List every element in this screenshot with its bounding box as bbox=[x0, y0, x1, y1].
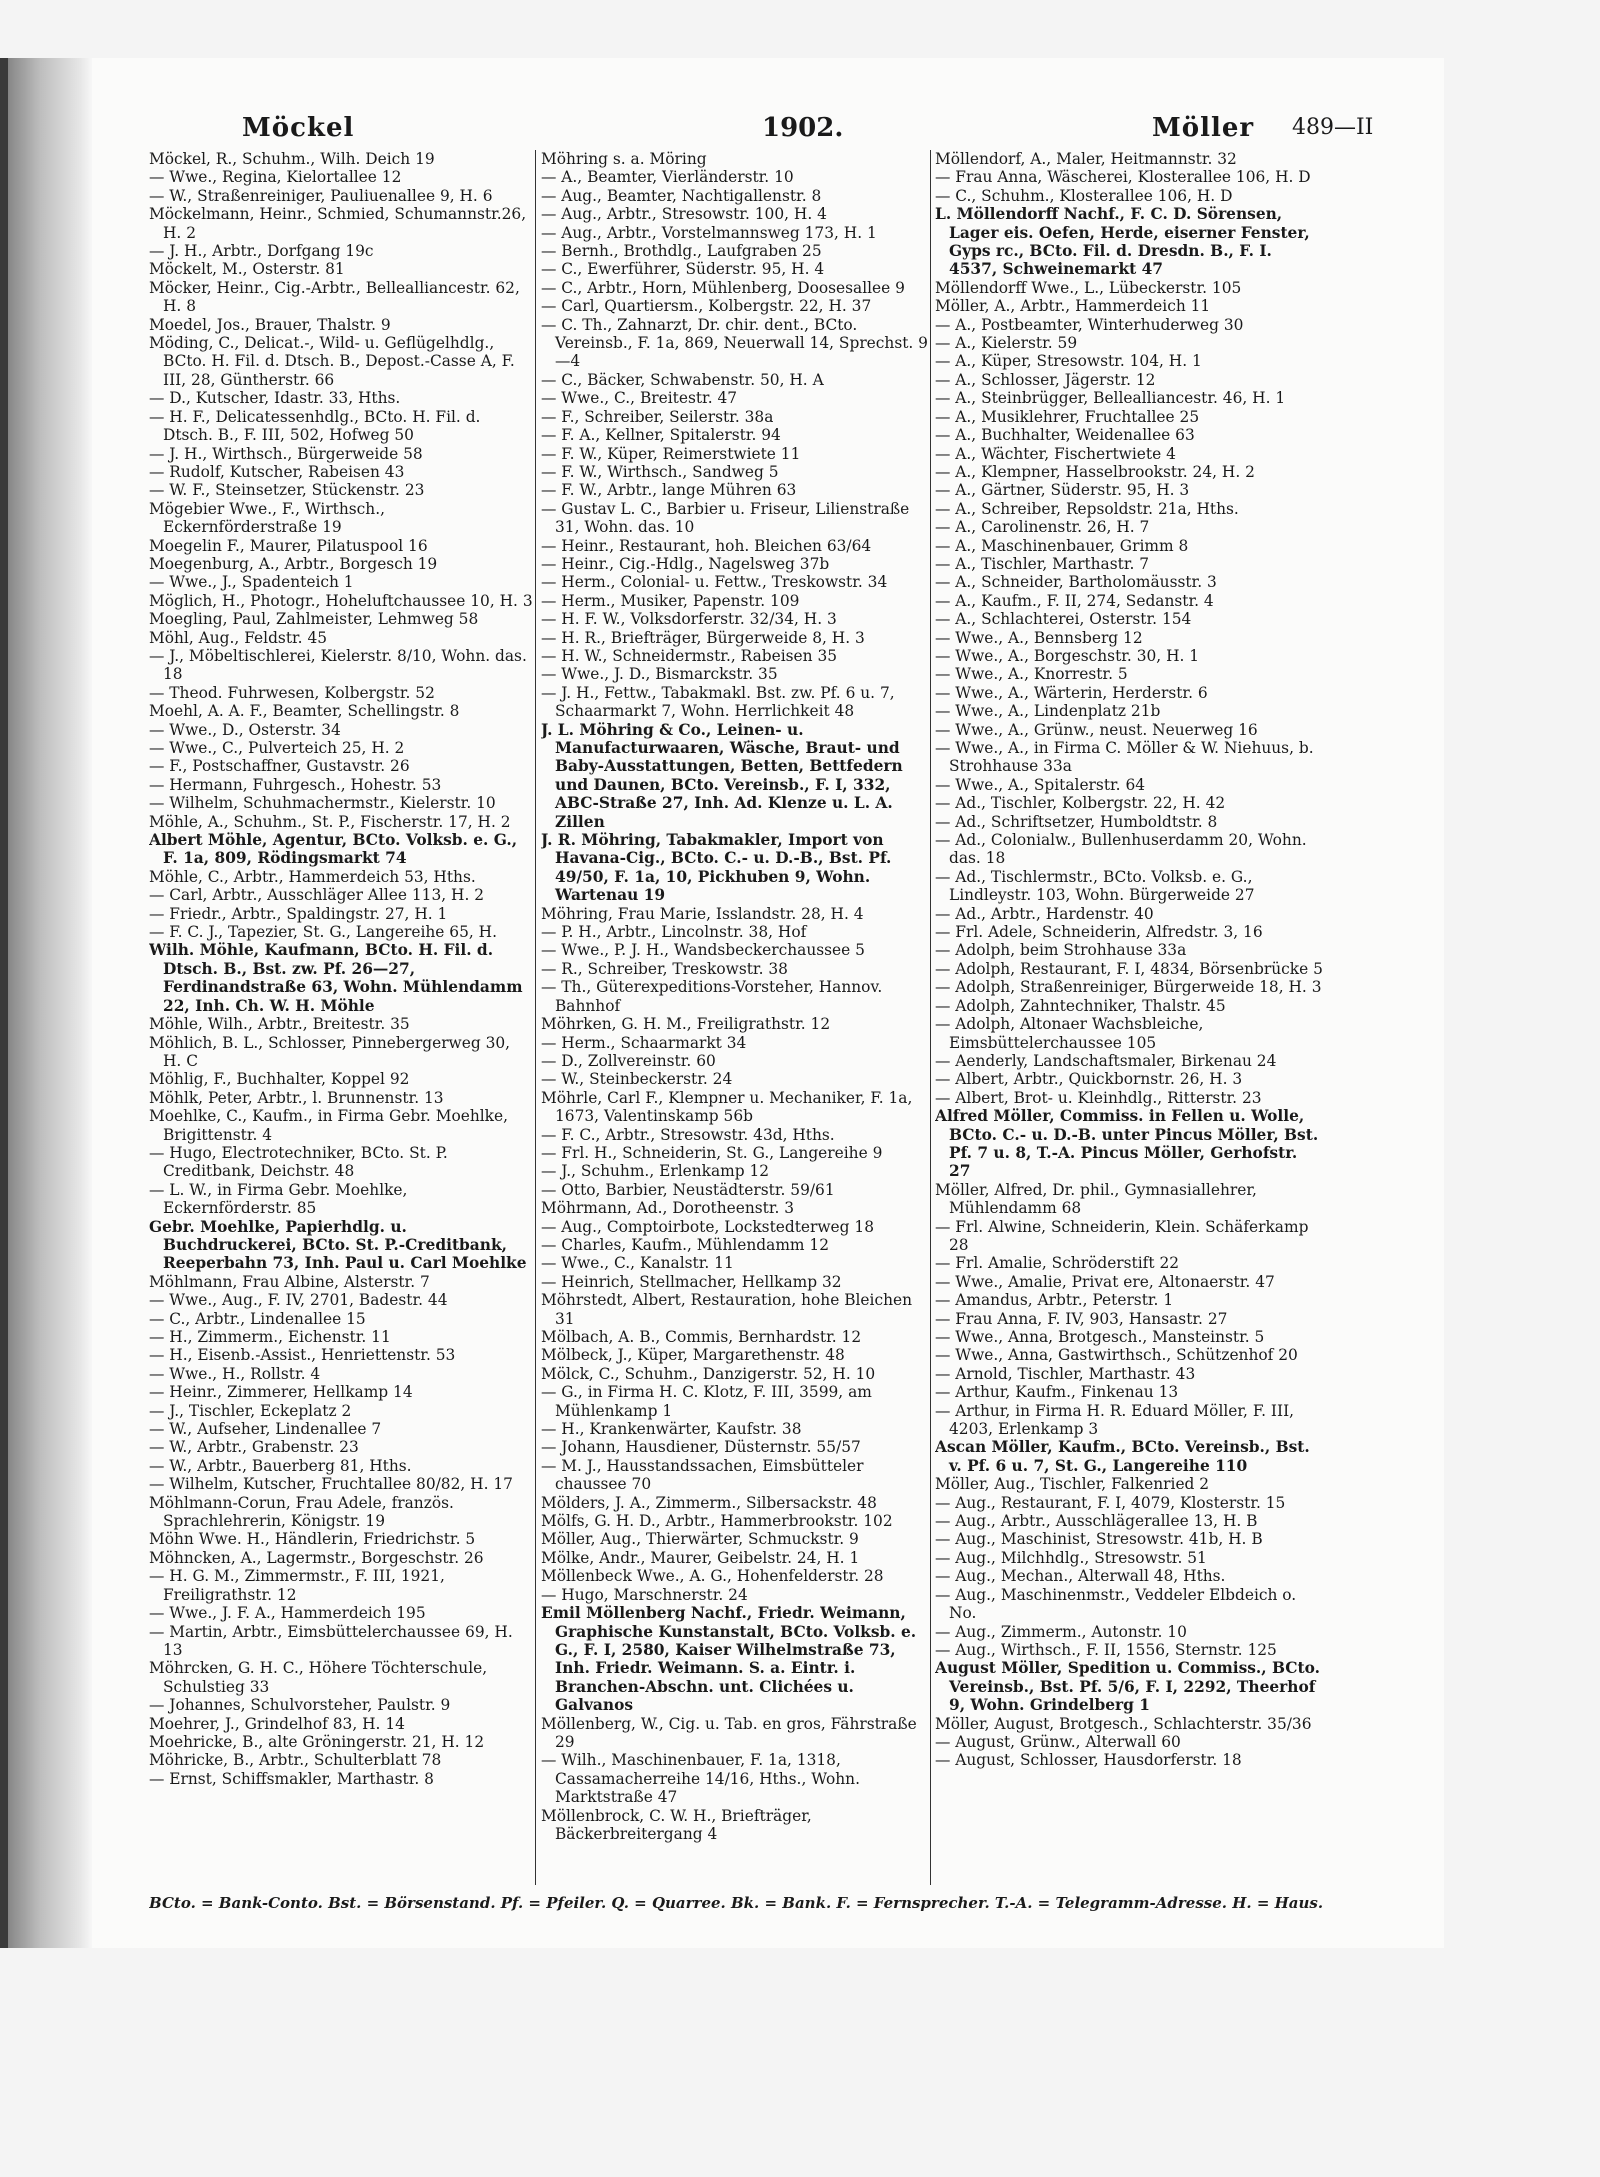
directory-entry: — Wwe., A., Knorrestr. 5 bbox=[935, 665, 1128, 684]
directory-entry: — H. G. M., Zimmermstr., F. III, 1921, Freiligrathstr. 12 bbox=[149, 1567, 445, 1604]
directory-entry: — Wwe., D., Osterstr. 34 bbox=[149, 720, 341, 739]
directory-entry: Ascan Möller, Kaufm., BCto. Vereinsb., Bst. v. Pf. 6 u. 7, St. G., Langereihe 110 bbox=[935, 1438, 1310, 1475]
directory-entry: — Ernst, Schiffsmakler, Marthastr. 8 bbox=[149, 1769, 434, 1788]
directory-entry: — A., Buchhalter, Weidenallee 63 bbox=[935, 426, 1195, 445]
directory-entry: Möcker, Heinr., Cig.-Arbtr., Bellealliancestr. 62, H. 8 bbox=[149, 278, 520, 316]
directory-entry: — Aug., Arbtr., Ausschlägerallee 13, H. B bbox=[935, 1512, 1258, 1531]
directory-entry: — F. W., Wirthsch., Sandweg 5 bbox=[541, 462, 779, 481]
directory-entry: — Aug., Milchhdlg., Stresowstr. 51 bbox=[935, 1548, 1207, 1567]
directory-entry: Moehrer, J., Grindelhof 83, H. 14 bbox=[149, 1714, 405, 1733]
directory-entry: — A., Postbeamter, Winterhuderweg 30 bbox=[935, 315, 1244, 334]
directory-entry: — Wwe., H., Rollstr. 4 bbox=[149, 1364, 321, 1383]
directory-entry: — W., Arbtr., Grabenstr. 23 bbox=[149, 1438, 359, 1457]
directory-entry: — Wwe., A., in Firma C. Möller & W. Niehuus, b. Strohhause 33a bbox=[935, 739, 1314, 776]
directory-entry: — C., Arbtr., Lindenallee 15 bbox=[149, 1309, 366, 1328]
column-divider bbox=[930, 150, 931, 1885]
directory-entry: — C., Schuhm., Klosterallee 106, H. D bbox=[935, 186, 1233, 205]
directory-entry: — A., Musiklehrer, Fruchtallee 25 bbox=[935, 407, 1200, 426]
directory-entry: Möhlmann-Corun, Frau Adele, französ. Sprachlehrerin, Königstr. 19 bbox=[149, 1493, 454, 1531]
directory-entry: — F. C., Arbtr., Stresowstr. 43d, Hths. bbox=[541, 1125, 835, 1144]
directory-entry: Möhrcken, G. H. C., Höhere Töchterschule, Schulstieg 33 bbox=[149, 1659, 488, 1696]
directory-entry: — Wwe., A., Borgeschstr. 30, H. 1 bbox=[935, 646, 1200, 665]
directory-entry: — Adolph, Altonaer Wachsbleiche, Eimsbüttelerchaussee 105 bbox=[935, 1015, 1204, 1052]
directory-entry: Emil Möllenberg Nachf., Friedr. Weimann, Graphische Kunstanstalt, BCto. Volksb. e. G., F. I, 2580, Kaiser Wilhelmstraße 73, Inh. Friedr. Weimann. S. a. Eintr. i. Branchen-Abschn. unt. Clichées u. Galvanos bbox=[541, 1604, 917, 1715]
directory-entry: — Johannes, Schulvorsteher, Paulstr. 9 bbox=[149, 1696, 451, 1715]
directory-entry: — Wwe., Anna, Gastwirthsch., Schützenhof 20 bbox=[935, 1346, 1298, 1365]
directory-entry: — Wwe., C., Kanalstr. 11 bbox=[541, 1254, 734, 1273]
directory-entry: — Adolph, beim Strohhause 33a bbox=[935, 941, 1187, 960]
directory-entry: — Wwe., A., Wärterin, Herderstr. 6 bbox=[935, 683, 1208, 702]
directory-entry: — Wwe., Aug., F. IV, 2701, Badestr. 44 bbox=[149, 1291, 448, 1310]
directory-entry: — A., Schneider, Bartholomäusstr. 3 bbox=[935, 573, 1217, 592]
directory-entry: — Ad., Tischler, Kolbergstr. 22, H. 42 bbox=[935, 794, 1226, 813]
directory-entry: Mögebier Wwe., F., Wirthsch., Eckernförderstraße 19 bbox=[149, 499, 385, 537]
directory-entry: — A., Schreiber, Repsoldstr. 21a, Hths. bbox=[935, 499, 1239, 518]
directory-entry: — F. W., Arbtr., lange Mühren 63 bbox=[541, 481, 797, 500]
directory-entry: — A., Küper, Stresowstr. 104, H. 1 bbox=[935, 352, 1202, 371]
directory-entry: — Aug., Arbtr., Vorstelmannsweg 173, H. 1 bbox=[541, 223, 877, 242]
directory-entry: — Adolph, Restaurant, F. I, 4834, Börsenbrücke 5 bbox=[935, 959, 1323, 978]
column-1 bbox=[149, 150, 533, 1885]
directory-entry: — Aug., Mechan., Alterwall 48, Hths. bbox=[935, 1567, 1226, 1586]
directory-entry: Möhlich, B. L., Schlosser, Pinnebergerweg 30, H. C bbox=[149, 1033, 511, 1070]
directory-entry: — Heinr., Restaurant, hoh. Bleichen 63/64 bbox=[541, 536, 872, 555]
directory-entry: Moegelin F., Maurer, Pilatuspool 16 bbox=[149, 536, 428, 555]
directory-entry: — Frau Anna, Wäscherei, Klosterallee 106, H. D bbox=[935, 168, 1311, 187]
directory-entry: Moehricke, B., alte Gröningerstr. 21, H. 12 bbox=[149, 1732, 485, 1751]
directory-entry: Moehlke, C., Kaufm., in Firma Gebr. Moehlke, Brigittenstr. 4 bbox=[149, 1107, 508, 1144]
directory-entry: — F., Schreiber, Seilerstr. 38a bbox=[541, 407, 774, 426]
directory-entry: Möhncken, A., Lagermstr., Borgeschstr. 26 bbox=[149, 1548, 484, 1567]
directory-entry: — Herm., Musiker, Papenstr. 109 bbox=[541, 591, 800, 610]
directory-entry: Möckel, R., Schuhm., Wilh. Deich 19 bbox=[149, 150, 435, 168]
directory-entry: Möllenbeck Wwe., A. G., Hohenfelderstr. 28 bbox=[541, 1567, 884, 1586]
scan-binding-edge bbox=[0, 58, 92, 1948]
directory-entry: — Charles, Kaufm., Mühlendamm 12 bbox=[541, 1235, 829, 1254]
directory-entry: Moedel, Jos., Brauer, Thalstr. 9 bbox=[149, 315, 391, 334]
directory-entry: Gebr. Moehlke, Papierhdlg. u. Buchdruckerei, BCto. St. P.-Creditbank, Reeperbahn 73, Inh. Paul u. Carl Moehlke bbox=[149, 1217, 527, 1273]
directory-entry: — Wwe., A., Lindenplatz 21b bbox=[935, 702, 1161, 721]
directory-entry: — Ad., Schriftsetzer, Humboldtstr. 8 bbox=[935, 812, 1218, 831]
directory-entry: — Carl, Quartiersm., Kolbergstr. 22, H. 37 bbox=[541, 297, 872, 316]
directory-entry: — F. C. J., Tapezier, St. G., Langereihe 65, H. bbox=[149, 923, 497, 942]
directory-entry: Möhlmann, Frau Albine, Alsterstr. 7 bbox=[149, 1272, 430, 1291]
directory-entry: — Friedr., Arbtr., Spaldingstr. 27, H. 1 bbox=[149, 904, 448, 923]
directory-entry: — Aug., Beamter, Nachtigallenstr. 8 bbox=[541, 186, 822, 205]
directory-entry: Möller, Aug., Thierwärter, Schmuckstr. 9 bbox=[541, 1530, 859, 1549]
directory-entry: — Rudolf, Kutscher, Rabeisen 43 bbox=[149, 462, 405, 481]
directory-entry: — J. H., Arbtr., Dorfgang 19c bbox=[149, 242, 374, 261]
directory-entry: — August, Schlosser, Hausdorferstr. 18 bbox=[935, 1751, 1242, 1770]
directory-entry: — Wwe., A., Grünw., neust. Neuerweg 16 bbox=[935, 720, 1258, 739]
directory-entry: Möller, A., Arbtr., Hammerdeich 11 bbox=[935, 297, 1211, 316]
directory-entry: Möhricke, B., Arbtr., Schulterblatt 78 bbox=[149, 1751, 442, 1770]
directory-entry: Möhrle, Carl F., Klempner u. Mechaniker, F. 1a, 1673, Valentinskamp 56b bbox=[541, 1088, 913, 1126]
directory-entry: — A., Beamter, Vierländerstr. 10 bbox=[541, 168, 794, 187]
directory-entry: — Aug., Wirthsch., F. II, 1556, Sternstr. 125 bbox=[935, 1640, 1277, 1659]
directory-entry: — Martin, Arbtr., Eimsbüttelerchaussee 69, H. 13 bbox=[149, 1622, 513, 1659]
directory-entry: — H., Zimmerm., Eichenstr. 11 bbox=[149, 1328, 391, 1346]
directory-entry: Möckelt, M., Osterstr. 81 bbox=[149, 260, 345, 279]
directory-entry: — Wwe., J. F. A., Hammerdeich 195 bbox=[149, 1604, 426, 1623]
directory-entry: — C., Bäcker, Schwabenstr. 50, H. A bbox=[541, 370, 824, 389]
directory-entry: — A., Gärtner, Süderstr. 95, H. 3 bbox=[935, 481, 1190, 500]
directory-entry: — Frl. Amalie, Schröderstift 22 bbox=[935, 1254, 1180, 1273]
directory-entry: — Amandus, Arbtr., Peterstr. 1 bbox=[935, 1291, 1174, 1310]
directory-entry: — A., Carolinenstr. 26, H. 7 bbox=[935, 518, 1150, 537]
directory-entry: — Carl, Arbtr., Ausschläger Allee 113, H. 2 bbox=[149, 886, 485, 905]
directory-entry: Möllendorff Wwe., L., Lübeckerstr. 105 bbox=[935, 278, 1242, 297]
directory-entry: — Wwe., C., Pulverteich 25, H. 2 bbox=[149, 739, 405, 757]
directory-entry: — Wilhelm, Schuhmachermstr., Kielerstr. 10 bbox=[149, 794, 496, 813]
directory-entry: — L. W., in Firma Gebr. Moehlke, Eckernförderstr. 85 bbox=[149, 1180, 408, 1218]
directory-entry: — Wilh., Maschinenbauer, F. 1a, 1318, Cassamacherreihe 14/16, Hths., Wohn. Marktstraße 47 bbox=[541, 1751, 860, 1807]
directory-entry: — A., Kaufm., F. II, 274, Sedanstr. 4 bbox=[935, 591, 1214, 610]
directory-entry: — Aug., Comptoirbote, Lockstedterweg 18 bbox=[541, 1217, 874, 1236]
directory-entry: — A., Maschinenbauer, Grimm 8 bbox=[935, 536, 1189, 555]
directory-entry: — Frl. Adele, Schneiderin, Alfredstr. 3, 16 bbox=[935, 923, 1263, 942]
directory-entry: — Albert, Brot- u. Kleinhdlg., Ritterstr. 23 bbox=[935, 1088, 1262, 1107]
directory-entry: — C. Th., Zahnarzt, Dr. chir. dent., BCto. Vereinsb., F. 1a, 869, Neuerwall 14, Sprechst. 9—4 bbox=[541, 315, 928, 371]
directory-columns bbox=[149, 150, 1389, 1885]
directory-entry: — Herm., Colonial- u. Fettw., Treskowstr. 34 bbox=[541, 573, 888, 592]
directory-entry: Möding, C., Delicat.-, Wild- u. Geflügelhdlg., BCto. H. Fil. d. Dtsch. B., Depost.-Casse A, F. III, 28, Güntherstr. 66 bbox=[149, 334, 515, 389]
directory-entry: — G., in Firma H. C. Klotz, F. III, 3599, am Mühlenkamp 1 bbox=[541, 1383, 872, 1420]
directory-entry: — W., Arbtr., Bauerberg 81, Hths. bbox=[149, 1456, 412, 1475]
directory-entry: — Wwe., A., Spitalerstr. 64 bbox=[935, 775, 1146, 794]
directory-entry: Mölke, Andr., Maurer, Geibelstr. 24, H. 1 bbox=[541, 1548, 860, 1567]
directory-entry: — Wwe., J., Spadenteich 1 bbox=[149, 573, 354, 592]
directory-entry: — Arnold, Tischler, Marthastr. 43 bbox=[935, 1364, 1196, 1383]
directory-entry: Möhl, Aug., Feldstr. 45 bbox=[149, 628, 328, 647]
page-number: 489—II bbox=[1292, 115, 1374, 140]
directory-entry: Möller, Aug., Tischler, Falkenried 2 bbox=[935, 1475, 1210, 1494]
directory-entry: Alfred Möller, Commiss. in Fellen u. Wolle, BCto. C.- u. D.-B. unter Pincus Möller, Bst. Pf. 7 u. 8, T.-A. Pincus Möller, Gerhofstr. 27 bbox=[935, 1107, 1319, 1181]
directory-page bbox=[92, 58, 1444, 1948]
directory-entry: Mölders, J. A., Zimmerm., Silbersackstr. 48 bbox=[541, 1493, 877, 1512]
directory-entry: — Aug., Maschinenmstr., Veddeler Elbdeich o. No. bbox=[935, 1585, 1297, 1623]
directory-entry: Möhlig, F., Buchhalter, Koppel 92 bbox=[149, 1070, 410, 1089]
directory-entry: Möglich, H., Photogr., Hoheluftchaussee 10, H. 3 bbox=[149, 591, 533, 610]
header-year: 1902. bbox=[762, 113, 844, 143]
directory-entry: — Wilhelm, Kutscher, Fruchtallee 80/82, H. 17 bbox=[149, 1475, 513, 1494]
directory-entry: Möllendorf, A., Maler, Heitmannstr. 32 bbox=[935, 150, 1237, 168]
directory-entry: — Arthur, Kaufm., Finkenau 13 bbox=[935, 1383, 1179, 1402]
directory-entry: — Heinr., Cig.-Hdlg., Nagelsweg 37b bbox=[541, 554, 830, 573]
abbreviation-legend: BCto. = Bank-Conto. Bst. = Börsenstand. Pf. = Pfeiler. Q. = Quarree. Bk. = Bank. F. = Fernsprecher. T.-A. = Telegramm-Adresse. H. = Haus. bbox=[149, 1894, 1324, 1912]
directory-entry: Moegling, Paul, Zahlmeister, Lehmweg 58 bbox=[149, 610, 479, 629]
directory-entry: — C., Arbtr., Horn, Mühlenberg, Doosesallee 9 bbox=[541, 278, 905, 297]
directory-entry: — Aug., Arbtr., Stresowstr. 100, H. 4 bbox=[541, 205, 827, 224]
directory-entry: — Wwe., C., Breitestr. 47 bbox=[541, 389, 738, 408]
directory-entry: Möllenbrock, C. W. H., Briefträger, Bäckerbreitergang 4 bbox=[541, 1806, 812, 1843]
directory-entry: — A., Kielerstr. 59 bbox=[935, 334, 1078, 353]
directory-entry: — Aug., Zimmerm., Autonstr. 10 bbox=[935, 1622, 1187, 1641]
directory-entry: — Otto, Barbier, Neustädterstr. 59/61 bbox=[541, 1180, 835, 1199]
directory-entry: — Wwe., Anna, Brotgesch., Mansteinstr. 5 bbox=[935, 1328, 1265, 1346]
directory-entry: — Wwe., Regina, Kielortallee 12 bbox=[149, 168, 402, 187]
directory-entry: — W. F., Steinsetzer, Stückenstr. 23 bbox=[149, 481, 425, 500]
column-2 bbox=[541, 150, 929, 1885]
directory-entry: — H. F., Delicatessenhdlg., BCto. H. Fil. d. Dtsch. B., F. III, 502, Hofweg 50 bbox=[149, 407, 481, 445]
directory-entry: — Hugo, Marschnerstr. 24 bbox=[541, 1585, 748, 1604]
directory-entry: — A., Steinbrügger, Bellealliancestr. 46, H. 1 bbox=[935, 389, 1286, 408]
directory-entry: — Ad., Tischlermstr., BCto. Volksb. e. G., Lindleystr. 103, Wohn. Bürgerweide 27 bbox=[935, 867, 1255, 905]
directory-entry: — C., Ewerführer, Süderstr. 95, H. 4 bbox=[541, 260, 825, 279]
directory-entry: Möhn Wwe. H., Händlerin, Friedrichstr. 5 bbox=[149, 1530, 476, 1549]
directory-entry: — Aug., Maschinist, Stresowstr. 41b, H. B bbox=[935, 1530, 1263, 1549]
directory-entry: J. L. Möhring & Co., Leinen- u. Manufacturwaaren, Wäsche, Braut- und Baby-Ausstattungen, Betten, Bettfedern und Daunen, BCto. Vereinsb., F. I, 332, ABC-Straße 27, Inh. Ad. Klenze u. L. A. Zillen bbox=[541, 720, 903, 831]
directory-entry: — Arthur, in Firma H. R. Eduard Möller, F. III, 4203, Erlenkamp 3 bbox=[935, 1401, 1295, 1439]
directory-entry: — P. H., Arbtr., Lincolnstr. 38, Hof bbox=[541, 923, 807, 942]
directory-entry: Möhle, Wilh., Arbtr., Breitestr. 35 bbox=[149, 1015, 410, 1034]
directory-entry: — A., Schlachterei, Osterstr. 154 bbox=[935, 610, 1192, 629]
directory-entry: Moehl, A. A. F., Beamter, Schellingstr. 8 bbox=[149, 702, 460, 721]
directory-entry: — D., Zollvereinstr. 60 bbox=[541, 1051, 716, 1070]
directory-entry: J. R. Möhring, Tabakmakler, Import von Havana-Cig., BCto. C.- u. D.-B., Bst. Pf. 49/50, F. 1a, 10, Pickhuben 9, Wohn. Wartenau 19 bbox=[541, 831, 892, 905]
directory-entry: — Ad., Arbtr., Hardenstr. 40 bbox=[935, 904, 1154, 923]
directory-entry: — F. A., Kellner, Spitalerstr. 94 bbox=[541, 426, 781, 445]
directory-entry: Mölfs, G. H. D., Arbtr., Hammerbrookstr. 102 bbox=[541, 1512, 893, 1531]
directory-entry: — Heinr., Zimmerer, Hellkamp 14 bbox=[149, 1383, 413, 1402]
directory-entry: Wilh. Möhle, Kaufmann, BCto. H. Fil. d. Dtsch. B., Bst. zw. Pf. 26—27, Ferdinandstraße 63, Wohn. Mühlendamm 22, Inh. Ch. W. H. Möhle bbox=[149, 941, 523, 1015]
directory-entry: — Frau Anna, F. IV, 903, Hansastr. 27 bbox=[935, 1309, 1228, 1328]
directory-entry: — H., Krankenwärter, Kaufstr. 38 bbox=[541, 1420, 802, 1439]
directory-entry: — A., Klempner, Hasselbrookstr. 24, H. 2 bbox=[935, 462, 1255, 481]
directory-entry: Möhrmann, Ad., Dorotheenstr. 3 bbox=[541, 1199, 795, 1218]
directory-entry: Möller, Alfred, Dr. phil., Gymnasiallehrer, Mühlendamm 68 bbox=[935, 1180, 1257, 1218]
directory-entry: Möhrstedt, Albert, Restauration, hohe Bleichen 31 bbox=[541, 1291, 913, 1328]
directory-entry: — Wwe., A., Bennsberg 12 bbox=[935, 628, 1143, 647]
directory-entry: — W., Aufseher, Lindenallee 7 bbox=[149, 1420, 382, 1439]
directory-entry: — Hermann, Fuhrgesch., Hohestr. 53 bbox=[149, 775, 442, 794]
column-divider bbox=[535, 150, 536, 1885]
directory-entry: — Gustav L. C., Barbier u. Friseur, Lilienstraße 31, Wohn. das. 10 bbox=[541, 499, 910, 537]
directory-entry: Mölbach, A. B., Commis, Bernhardstr. 12 bbox=[541, 1328, 862, 1346]
directory-entry: — J. H., Fettw., Tabakmakl. Bst. zw. Pf. 6 u. 7, Schaarmarkt 7, Wohn. Herrlichkeit 48 bbox=[541, 683, 895, 721]
directory-entry: Möllenberg, W., Cig. u. Tab. en gros, Fährstraße 29 bbox=[541, 1714, 917, 1751]
directory-entry: — Wwe., J. D., Bismarckstr. 35 bbox=[541, 665, 778, 684]
directory-entry: — Johann, Hausdiener, Düsternstr. 55/57 bbox=[541, 1438, 861, 1457]
directory-entry: — Hugo, Electrotechniker, BCto. St. P. Creditbank, Deichstr. 48 bbox=[149, 1143, 448, 1181]
directory-entry: — Heinrich, Stellmacher, Hellkamp 32 bbox=[541, 1272, 842, 1291]
directory-entry: — Herm., Schaarmarkt 34 bbox=[541, 1033, 747, 1052]
header-left-keyword: Möckel bbox=[242, 113, 355, 143]
directory-entry: — D., Kutscher, Idastr. 33, Hths. bbox=[149, 389, 401, 408]
directory-entry: August Möller, Spedition u. Commiss., BCto. Vereinsb., Bst. Pf. 5/6, F. I, 2292, Theerhof 9, Wohn. Grindelberg 1 bbox=[935, 1659, 1320, 1715]
directory-entry: — J. H., Wirthsch., Bürgerweide 58 bbox=[149, 444, 423, 463]
directory-entry: — A., Wächter, Fischertwiete 4 bbox=[935, 444, 1176, 463]
directory-entry: Möhle, A., Schuhm., St. P., Fischerstr. 17, H. 2 bbox=[149, 812, 511, 831]
directory-entry: — Adolph, Straßenreiniger, Bürgerweide 18, H. 3 bbox=[935, 978, 1322, 997]
directory-entry: — Frl. H., Schneiderin, St. G., Langereihe 9 bbox=[541, 1143, 883, 1162]
directory-entry: — J., Möbeltischlerei, Kielerstr. 8/10, Wohn. das. 18 bbox=[149, 646, 527, 684]
directory-entry: Albert Möhle, Agentur, BCto. Volksb. e. G., F. 1a, 809, Rödingsmarkt 74 bbox=[149, 831, 518, 868]
directory-entry: — M. J., Hausstandssachen, Eimsbütteler chaussee 70 bbox=[541, 1456, 864, 1494]
directory-entry: — Bernh., Brothdlg., Laufgraben 25 bbox=[541, 242, 822, 261]
directory-entry: Mölbeck, J., Küper, Margarethenstr. 48 bbox=[541, 1346, 845, 1365]
directory-entry: — J., Schuhm., Erlenkamp 12 bbox=[541, 1162, 770, 1181]
directory-entry: — A., Schlosser, Jägerstr. 12 bbox=[935, 370, 1156, 389]
header-right-keyword: Möller bbox=[1152, 113, 1255, 143]
column-3 bbox=[935, 150, 1323, 1885]
directory-entry: — F., Postschaffner, Gustavstr. 26 bbox=[149, 757, 410, 776]
directory-entry: — Aenderly, Landschaftsmaler, Birkenau 24 bbox=[935, 1051, 1277, 1070]
directory-entry: Moegenburg, A., Arbtr., Borgesch 19 bbox=[149, 554, 438, 573]
directory-entry: Möhlk, Peter, Arbtr., l. Brunnenstr. 13 bbox=[149, 1088, 444, 1107]
directory-entry: — August, Grünw., Alterwall 60 bbox=[935, 1732, 1181, 1751]
directory-entry: — Th., Güterexpeditions-Vorsteher, Hannov. Bahnhof bbox=[541, 978, 883, 1015]
directory-entry: — J., Tischler, Eckeplatz 2 bbox=[149, 1401, 352, 1420]
directory-entry: — W., Steinbeckerstr. 24 bbox=[541, 1070, 733, 1089]
directory-entry: Möhring, Frau Marie, Isslandstr. 28, H. 4 bbox=[541, 904, 864, 923]
directory-entry: — H. F. W., Volksdorferstr. 32/34, H. 3 bbox=[541, 610, 837, 629]
directory-entry: — F. W., Küper, Reimerstwiete 11 bbox=[541, 444, 801, 463]
directory-entry: Möhle, C., Arbtr., Hammerdeich 53, Hths. bbox=[149, 867, 476, 886]
directory-entry: — Ad., Colonialw., Bullenhuserdamm 20, Wohn. das. 18 bbox=[935, 831, 1307, 868]
directory-entry: — R., Schreiber, Treskowstr. 38 bbox=[541, 959, 788, 978]
directory-entry: — W., Straßenreiniger, Pauliuenallee 9, H. 6 bbox=[149, 186, 493, 205]
directory-entry: Mölck, C., Schuhm., Danzigerstr. 52, H. 10 bbox=[541, 1364, 876, 1383]
directory-entry: — H. R., Briefträger, Bürgerweide 8, H. 3 bbox=[541, 628, 865, 647]
directory-entry: Möller, August, Brotgesch., Schlachterstr. 35/36 bbox=[935, 1714, 1312, 1733]
directory-entry: — Aug., Restaurant, F. I, 4079, Klosterstr. 15 bbox=[935, 1493, 1286, 1512]
directory-entry: — Adolph, Zahntechniker, Thalstr. 45 bbox=[935, 996, 1226, 1015]
directory-entry: — Theod. Fuhrwesen, Kolbergstr. 52 bbox=[149, 683, 435, 702]
directory-entry: — Wwe., P. J. H., Wandsbeckerchaussee 5 bbox=[541, 941, 865, 960]
directory-entry: — H. W., Schneidermstr., Rabeisen 35 bbox=[541, 646, 838, 665]
directory-entry: Möhrken, G. H. M., Freiligrathstr. 12 bbox=[541, 1015, 831, 1034]
directory-entry: — A., Tischler, Marthastr. 7 bbox=[935, 554, 1150, 573]
directory-entry: — Wwe., Amalie, Privat ere, Altonaerstr. 47 bbox=[935, 1272, 1275, 1291]
directory-entry: Möhring s. a. Möring bbox=[541, 150, 707, 168]
directory-entry: L. Möllendorff Nachf., F. C. D. Sörensen, Lager eis. Oefen, Herde, eiserner Fenster, Gyps rc., BCto. Fil. d. Dresdn. B., F. I. 4537, Schweinemarkt 47 bbox=[935, 205, 1310, 279]
directory-entry: — H., Eisenb.-Assist., Henriettenstr. 53 bbox=[149, 1346, 456, 1365]
directory-entry: — Albert, Arbtr., Quickbornstr. 26, H. 3 bbox=[935, 1070, 1243, 1089]
directory-entry: Möckelmann, Heinr., Schmied, Schumannstr.26, H. 2 bbox=[149, 205, 527, 242]
directory-entry: — Frl. Alwine, Schneiderin, Klein. Schäferkamp 28 bbox=[935, 1217, 1309, 1254]
